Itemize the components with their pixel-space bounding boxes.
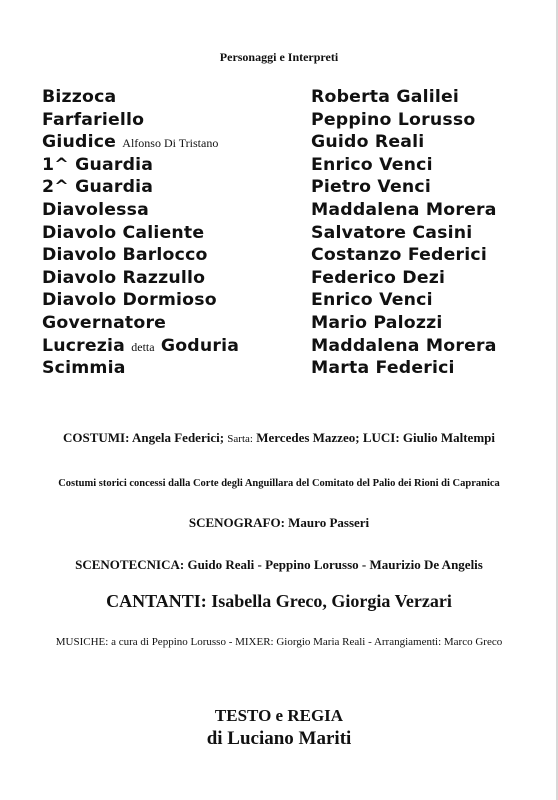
- actors-column: [311, 86, 497, 380]
- director-name: di Luciano Mariti: [206, 728, 352, 749]
- musiche-credit: MUSICHE: a cura di Peppino Lorusso - MIXER: Giorgio Maria Reali - Arrangiamenti: Marco Greco: [55, 636, 503, 648]
- actor-row: Maddalena Morera: [311, 335, 497, 356]
- actor-row: Peppino Lorusso: [311, 109, 476, 130]
- scenotecnica-credit: SCENOTECNICA: Guido Reali - Peppino Lorusso - Maurizio De Angelis: [75, 557, 483, 572]
- actor-row: Roberta Galilei: [311, 87, 459, 107]
- character-row: Bizzoca: [42, 87, 117, 107]
- character-row: 1^ Guardia: [42, 154, 154, 175]
- character-row: Farfariello: [42, 109, 145, 130]
- actor-row: Pietro Venci: [311, 177, 432, 198]
- character-row: Giudice Alfonso Di Tristano: [42, 132, 219, 153]
- actor-row: Enrico Venci: [311, 290, 433, 311]
- cantanti-credit: CANTANTI: Isabella Greco, Giorgia Verzari: [106, 591, 452, 611]
- character-note: Alfonso Di Tristano: [122, 136, 219, 151]
- characters-column: [42, 86, 239, 380]
- character-row: Diavolessa: [42, 199, 149, 220]
- actor-row: Guido Reali: [311, 132, 425, 153]
- actor-row: Mario Palozzi: [311, 312, 443, 333]
- actor-row: Costanzo Federici: [311, 245, 487, 266]
- character-note: detta: [131, 339, 155, 354]
- character-row: Diavolo Razzullo: [42, 267, 206, 288]
- character-row: Governatore: [42, 312, 167, 333]
- actor-row: Enrico Venci: [311, 154, 433, 175]
- testo-regia-title: TESTO e REGIA: [214, 706, 344, 725]
- character-row: Diavolo Caliente: [42, 222, 205, 243]
- historic-costumes-note: Costumi storici concessi dalla Corte degli Anguillara del Comitato del Palio dei Rioni di Capranica: [58, 478, 500, 489]
- character-row: Scimmia: [42, 358, 126, 379]
- cast-heading: Personaggi e Interpreti: [219, 50, 339, 64]
- character-row: 2^ Guardia: [42, 177, 154, 198]
- character-row: Lucrezia detta Goduria: [42, 335, 240, 356]
- actor-row: Salvatore Casini: [311, 222, 473, 243]
- character-row: Diavolo Dormioso: [42, 290, 217, 311]
- character-row: Diavolo Barlocco: [42, 245, 208, 266]
- actor-row: Marta Federici: [311, 358, 455, 379]
- actor-row: Maddalena Morera: [311, 199, 497, 220]
- scenografo-credit: SCENOGRAFO: Mauro Passeri: [188, 515, 370, 530]
- costumi-credit: COSTUMI: Angela Federici; Sarta: Mercedes Mazzeo; LUCI: Giulio Maltempi: [62, 430, 495, 445]
- actor-row: Federico Dezi: [311, 267, 446, 288]
